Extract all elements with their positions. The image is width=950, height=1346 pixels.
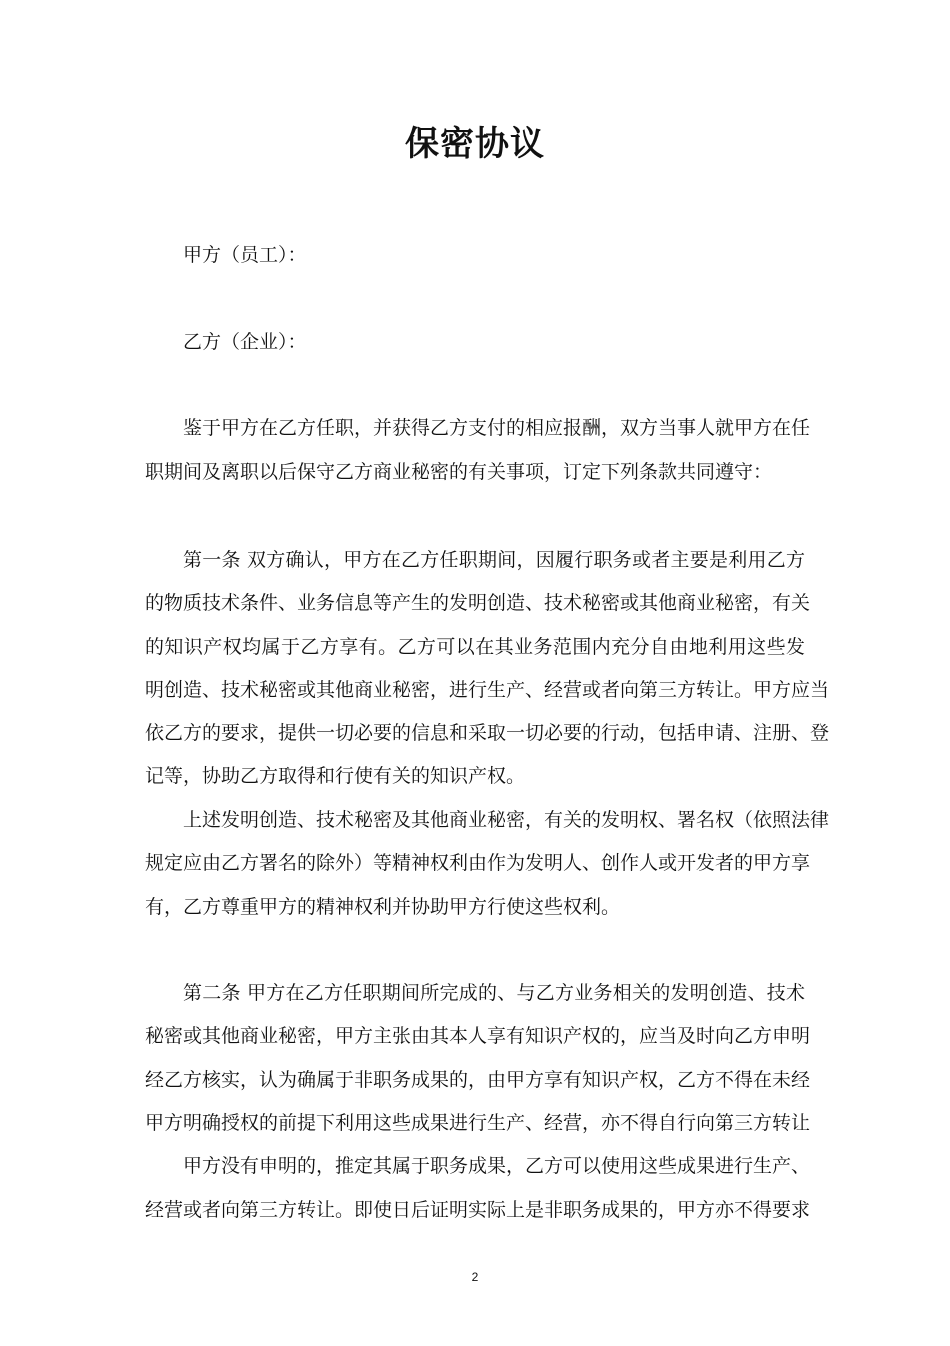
article2-line: 第二条 甲方在乙方任职期间所完成的、与乙方业务相关的发明创造、技术 (183, 982, 805, 1004)
article2-line: 秘密或其他商业秘密，甲方主张由其本人享有知识产权的，应当及时向乙方申明 (145, 1025, 811, 1047)
article1-line: 明创造、技术秘密或其他商业秘密，进行生产、经营或者向第三方转让。甲方应当 (145, 679, 830, 701)
preamble-line: 鉴于甲方在乙方任职，并获得乙方支付的相应报酬，双方当事人就甲方在任 (183, 417, 811, 439)
article2-line: 甲方明确授权的前提下利用这些成果进行生产、经营，亦不得自行向第三方转让 (145, 1112, 811, 1134)
article1-line: 的物质技术条件、业务信息等产生的发明创造、技术秘密或其他商业秘密，有关 (145, 592, 811, 614)
document-title: 保密协议 (405, 124, 545, 164)
article2-p2-line: 经营或者向第三方转让。即使日后证明实际上是非职务成果的，甲方亦不得要求 (145, 1199, 811, 1221)
article1-line: 第一条 双方确认，甲方在乙方任职期间，因履行职务或者主要是利用乙方 (183, 549, 805, 571)
preamble-line: 职期间及离职以后保守乙方商业秘密的有关事项，订定下列条款共同遵守： (145, 461, 773, 483)
article2-p2-line: 甲方没有申明的，推定其属于职务成果，乙方可以使用这些成果进行生产、 (183, 1155, 811, 1177)
page-number: 2 (471, 1270, 479, 1284)
article1-p2-line: 有，乙方尊重甲方的精神权利并协助甲方行使这些权利。 (145, 896, 621, 918)
article2-line: 经乙方核实，认为确属于非职务成果的，由甲方享有知识产权，乙方不得在未经 (145, 1069, 811, 1091)
article1-p2-line: 规定应由乙方署名的除外）等精神权利由作为发明人、创作人或开发者的甲方享 (145, 852, 811, 874)
article1-line: 记等，协助乙方取得和行使有关的知识产权。 (145, 765, 526, 787)
article1-line: 的知识产权均属于乙方享有。乙方可以在其业务范围内充分自由地利用这些发 (145, 636, 805, 658)
article1-line: 依乙方的要求，提供一切必要的信息和采取一切必要的行动，包括申请、注册、登 (145, 722, 830, 744)
party-b-label: 乙方（企业）： (183, 331, 307, 353)
party-a-label: 甲方（员工）： (183, 244, 307, 266)
article1-p2-line: 上述发明创造、技术秘密及其他商业秘密，有关的发明权、署名权（依照法律 (183, 809, 830, 831)
